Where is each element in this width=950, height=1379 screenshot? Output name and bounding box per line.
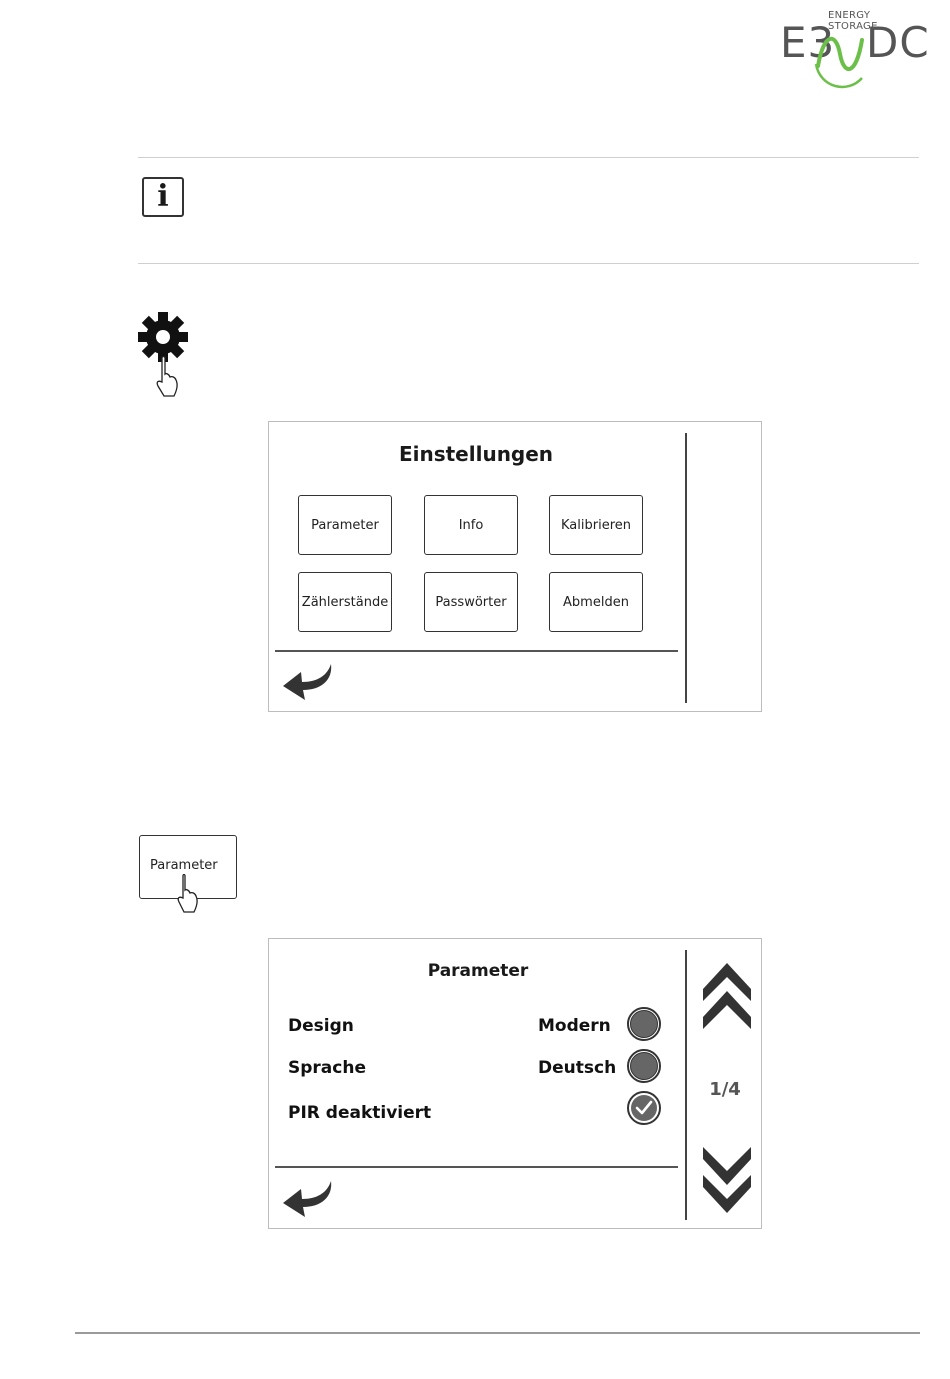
screen-title: Parameter <box>427 961 529 981</box>
scroll-down-icon[interactable] <box>701 1143 753 1215</box>
info-button[interactable]: Info <box>424 495 518 555</box>
logo-left-text: E3 <box>780 18 836 67</box>
pir-label: PIR deaktiviert <box>288 1103 432 1123</box>
back-arrow-icon[interactable] <box>281 662 335 706</box>
scroll-up-icon[interactable] <box>701 961 753 1033</box>
design-label: Design <box>288 1016 354 1036</box>
screen-divider <box>275 650 678 652</box>
passwords-button[interactable]: Passwörter <box>424 572 518 632</box>
logo-wave-icon <box>814 22 870 92</box>
meter-readings-button[interactable]: Zählerstände <box>298 572 392 632</box>
footer-divider <box>75 1332 920 1334</box>
divider-bottom <box>138 263 919 264</box>
divider-top <box>138 157 919 158</box>
page-indicator: 1/4 <box>709 1079 741 1100</box>
check-icon <box>635 1100 653 1116</box>
screen-title: Einstellungen <box>398 442 554 466</box>
pir-checkbox[interactable] <box>627 1091 661 1125</box>
language-radio[interactable] <box>627 1049 661 1083</box>
logout-button[interactable]: Abmelden <box>549 572 643 632</box>
info-icon: i <box>142 177 184 217</box>
calibrate-button[interactable]: Kalibrieren <box>549 495 643 555</box>
settings-screen <box>268 421 762 712</box>
settings-gear-tap-icon <box>136 310 192 400</box>
parameter-tap-label: Parameter <box>150 858 218 873</box>
parameter-button[interactable]: Parameter <box>298 495 392 555</box>
design-value: Modern <box>538 1016 611 1036</box>
screen-divider <box>275 1166 678 1168</box>
design-radio[interactable] <box>627 1007 661 1041</box>
language-value: Deutsch <box>538 1058 617 1078</box>
language-label: Sprache <box>288 1058 366 1078</box>
tap-hand-icon <box>175 874 201 914</box>
screen-side-divider <box>685 433 687 703</box>
e3dc-logo <box>780 8 930 94</box>
parameter-screen <box>268 938 762 1229</box>
back-arrow-icon[interactable] <box>281 1179 335 1223</box>
logo-subtitle: ENERGY STORAGE <box>828 10 878 32</box>
logo-right-text: DC <box>866 18 930 67</box>
